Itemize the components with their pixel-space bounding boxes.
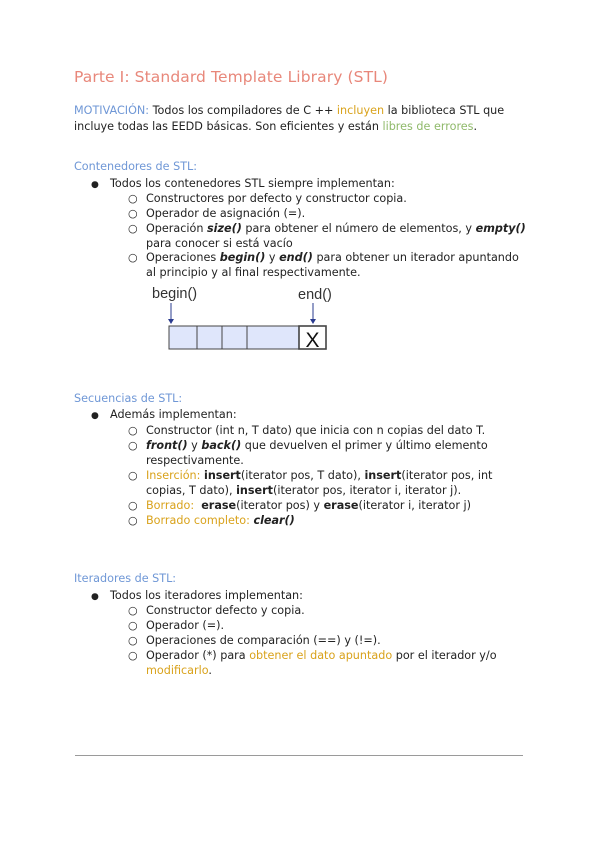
bullet-circle: ○ xyxy=(128,649,138,662)
secuencias-item-5 xyxy=(146,513,295,528)
secuencias-bullet: Además implementan: xyxy=(110,408,237,421)
code-insert: insert xyxy=(203,469,241,482)
secuencias-item-2-cont: respectivamente. xyxy=(146,454,244,467)
secuencias-item-4 xyxy=(146,498,471,513)
secuencias-item-3 xyxy=(146,468,492,483)
begin-arrowhead xyxy=(168,319,174,324)
code-size: size() xyxy=(207,222,242,235)
motivation-label: MOTIVACIÓN: xyxy=(74,104,150,117)
item-text: para obtener un iterador apuntando xyxy=(312,251,519,264)
contenedores-item-2: Operador de asignación (=). xyxy=(146,207,306,220)
code-erase: erase xyxy=(323,499,359,512)
item-text: para obtener el número de elementos, y xyxy=(241,222,476,235)
code-end: end() xyxy=(279,251,313,264)
footer-divider xyxy=(75,755,523,756)
end-cell-x: X xyxy=(305,329,320,352)
highlight-modificarlo: modificarlo xyxy=(146,664,209,677)
code-clear: clear() xyxy=(253,514,295,527)
heading-secuencias: Secuencias de STL: xyxy=(74,392,183,405)
container-cell xyxy=(222,326,247,349)
bullet-circle: ○ xyxy=(128,207,138,220)
bullet-circle: ○ xyxy=(128,499,138,512)
item-text: Operación xyxy=(146,222,207,235)
motivation-text-4: . xyxy=(473,119,478,133)
iteradores-item-3: Operaciones de comparación (==) y (!=). xyxy=(146,634,381,647)
bullet-circle: ○ xyxy=(128,619,138,632)
iteradores-item-4 xyxy=(146,648,497,663)
borrado-label: Borrado: xyxy=(146,499,195,512)
highlight-obtener: obtener el dato apuntado xyxy=(249,649,393,662)
borrado-completo-label: Borrado completo: xyxy=(146,514,250,527)
bullet-dot: ● xyxy=(91,411,99,421)
bullet-circle: ○ xyxy=(128,222,138,235)
item-text: Operador (*) para xyxy=(146,649,250,662)
bullet-circle: ○ xyxy=(128,251,138,264)
bullet-circle: ○ xyxy=(128,469,138,482)
secuencias-item-2 xyxy=(146,438,488,453)
bullet-circle: ○ xyxy=(128,634,138,647)
motivation-text-2: la biblioteca STL que xyxy=(384,104,505,117)
item-text: (iterator i, iterator j) xyxy=(358,499,471,512)
code-back: back() xyxy=(201,439,242,452)
item-text: Operaciones xyxy=(146,251,220,264)
item-text: que devuelven el primer y último elemento xyxy=(241,439,488,452)
bullet-dot: ● xyxy=(91,592,99,602)
heading-iteradores: Iteradores de STL: xyxy=(74,572,177,585)
iteradores-bullet: Todos los iteradores implementan: xyxy=(110,589,303,602)
secuencias-item-1: Constructor (int n, T dato) que inicia con n copias del dato T. xyxy=(146,424,486,437)
container-cell xyxy=(197,326,222,349)
item-text: (iterator pos, int xyxy=(401,469,493,482)
code-front: front() xyxy=(146,439,188,452)
motivation-highlight-1: incluyen xyxy=(336,104,385,117)
item-text: y xyxy=(187,439,202,452)
contenedores-item-4-cont: al principio y al final respectivamente. xyxy=(146,266,361,279)
heading-contenedores: Contenedores de STL: xyxy=(74,160,198,173)
container-cell xyxy=(247,326,299,349)
contenedores-item-3-cont: para conocer si está vacío xyxy=(146,237,293,250)
bullet-circle: ○ xyxy=(128,424,138,437)
code-insert: insert xyxy=(236,484,273,497)
item-text: y xyxy=(265,251,280,264)
bullet-circle: ○ xyxy=(128,604,138,617)
motivation-highlight-2: libres de errores xyxy=(382,119,474,133)
item-text: (iterator pos, iterator i, iterator j). xyxy=(272,484,462,497)
item-text: (iterator pos, T dato), xyxy=(240,469,365,482)
iteradores-item-4-cont xyxy=(146,663,212,678)
code-insert: insert xyxy=(364,469,402,482)
container-cell xyxy=(169,326,197,349)
contenedores-bullet: Todos los contenedores STL siempre implementan: xyxy=(110,177,395,190)
insercion-label: Inserción: xyxy=(146,469,201,482)
item-text: (iterator pos) y xyxy=(236,499,324,512)
motivation-text-3: incluye todas las EEDD básicas. Son eficientes y están xyxy=(74,119,383,133)
iteradores-item-1: Constructor defecto y copia. xyxy=(146,604,305,617)
item-text: copias, T dato), xyxy=(146,484,237,497)
bullet-circle: ○ xyxy=(128,192,138,205)
contenedores-item-1: Constructores por defecto y constructor copia. xyxy=(146,192,407,205)
item-text: por el iterador y/o xyxy=(392,649,497,662)
secuencias-item-3-cont xyxy=(146,483,461,498)
end-arrowhead xyxy=(310,319,316,324)
bullet-dot: ● xyxy=(91,180,99,190)
bullet-circle: ○ xyxy=(128,514,138,527)
iteradores-item-2: Operador (=). xyxy=(146,619,225,632)
page-title: Parte I: Standard Template Library (STL) xyxy=(74,68,389,86)
begin-label: begin() xyxy=(152,286,198,302)
end-label: end() xyxy=(298,287,332,303)
item-text: . xyxy=(208,664,212,677)
motivation-text-1: Todos los compiladores de C ++ xyxy=(149,104,337,117)
bullet-circle: ○ xyxy=(128,439,138,452)
code-begin: begin() xyxy=(219,251,266,264)
code-erase: erase xyxy=(201,499,237,512)
code-empty: empty() xyxy=(475,222,526,235)
